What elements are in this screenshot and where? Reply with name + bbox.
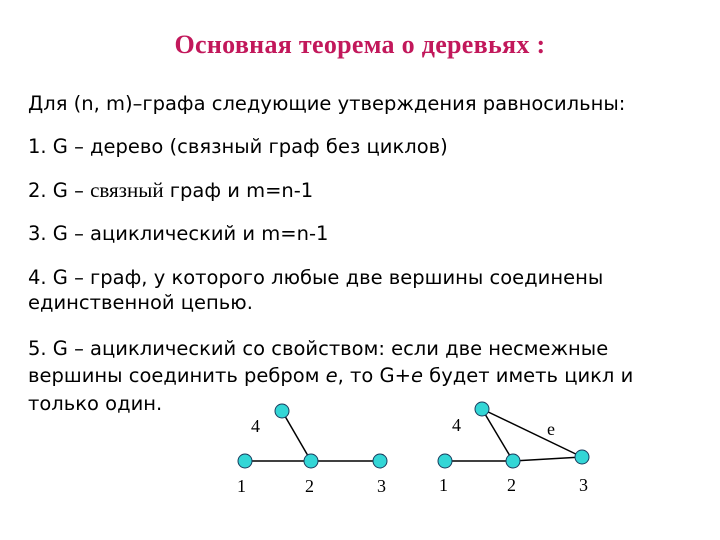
edge-e-italic-2: e [410,364,423,387]
vertex-label-3: 3 [377,476,386,496]
statement-5-text-c: будет иметь цикл и [422,364,634,387]
vertex-label-1: 1 [237,476,246,496]
statement-3: 3. G – ациклический и m=n-1 [28,222,329,245]
statement-4-line-1: 4. G – граф, у которого любые две вершины соединены [28,266,604,289]
tree-graph-1 [237,404,387,496]
vertex-label-2: 2 [507,475,516,495]
vertex-label-4: 4 [251,416,260,436]
statement-5-text-a: вершины соединить ребром [28,364,326,387]
edge-4-2 [282,411,311,461]
vertex-1 [238,454,252,468]
slide-title: Основная теорема о деревьях : [174,30,546,59]
statement-2-serif-word: связный [90,178,164,202]
edge-e-italic: e [325,364,338,387]
statement-5-line-3: только один. [28,392,163,415]
vertex-label-2: 2 [305,476,314,496]
vertex-4 [475,402,489,416]
vertex-4 [275,404,289,418]
intro-text: Для (n, m)–графа следующие утверждения равносильны: [28,92,626,115]
vertex-label-1: 1 [439,475,448,495]
vertex-2 [304,454,318,468]
vertex-label-4: 4 [452,415,461,435]
edge-label-e: e [547,419,555,439]
statement-1: 1. G – дерево (связный граф без циклов) [28,135,448,158]
tree-graph-2 [438,402,589,495]
vertex-3 [575,450,589,464]
statement-5-line-1: 5. G – ациклический со свойством: если две несмежные [28,337,609,360]
statement-2-prefix: 2. G – [28,179,91,202]
vertex-3 [373,454,387,468]
edge-2-3 [513,457,582,461]
statement-4-line-2: единственной цепью. [28,291,253,314]
vertex-1 [438,454,452,468]
statement-2-suffix: граф и m=n-1 [163,179,314,202]
statement-5-text-b: , то G+ [337,364,411,387]
vertex-label-3: 3 [579,475,588,495]
vertex-2 [506,454,520,468]
